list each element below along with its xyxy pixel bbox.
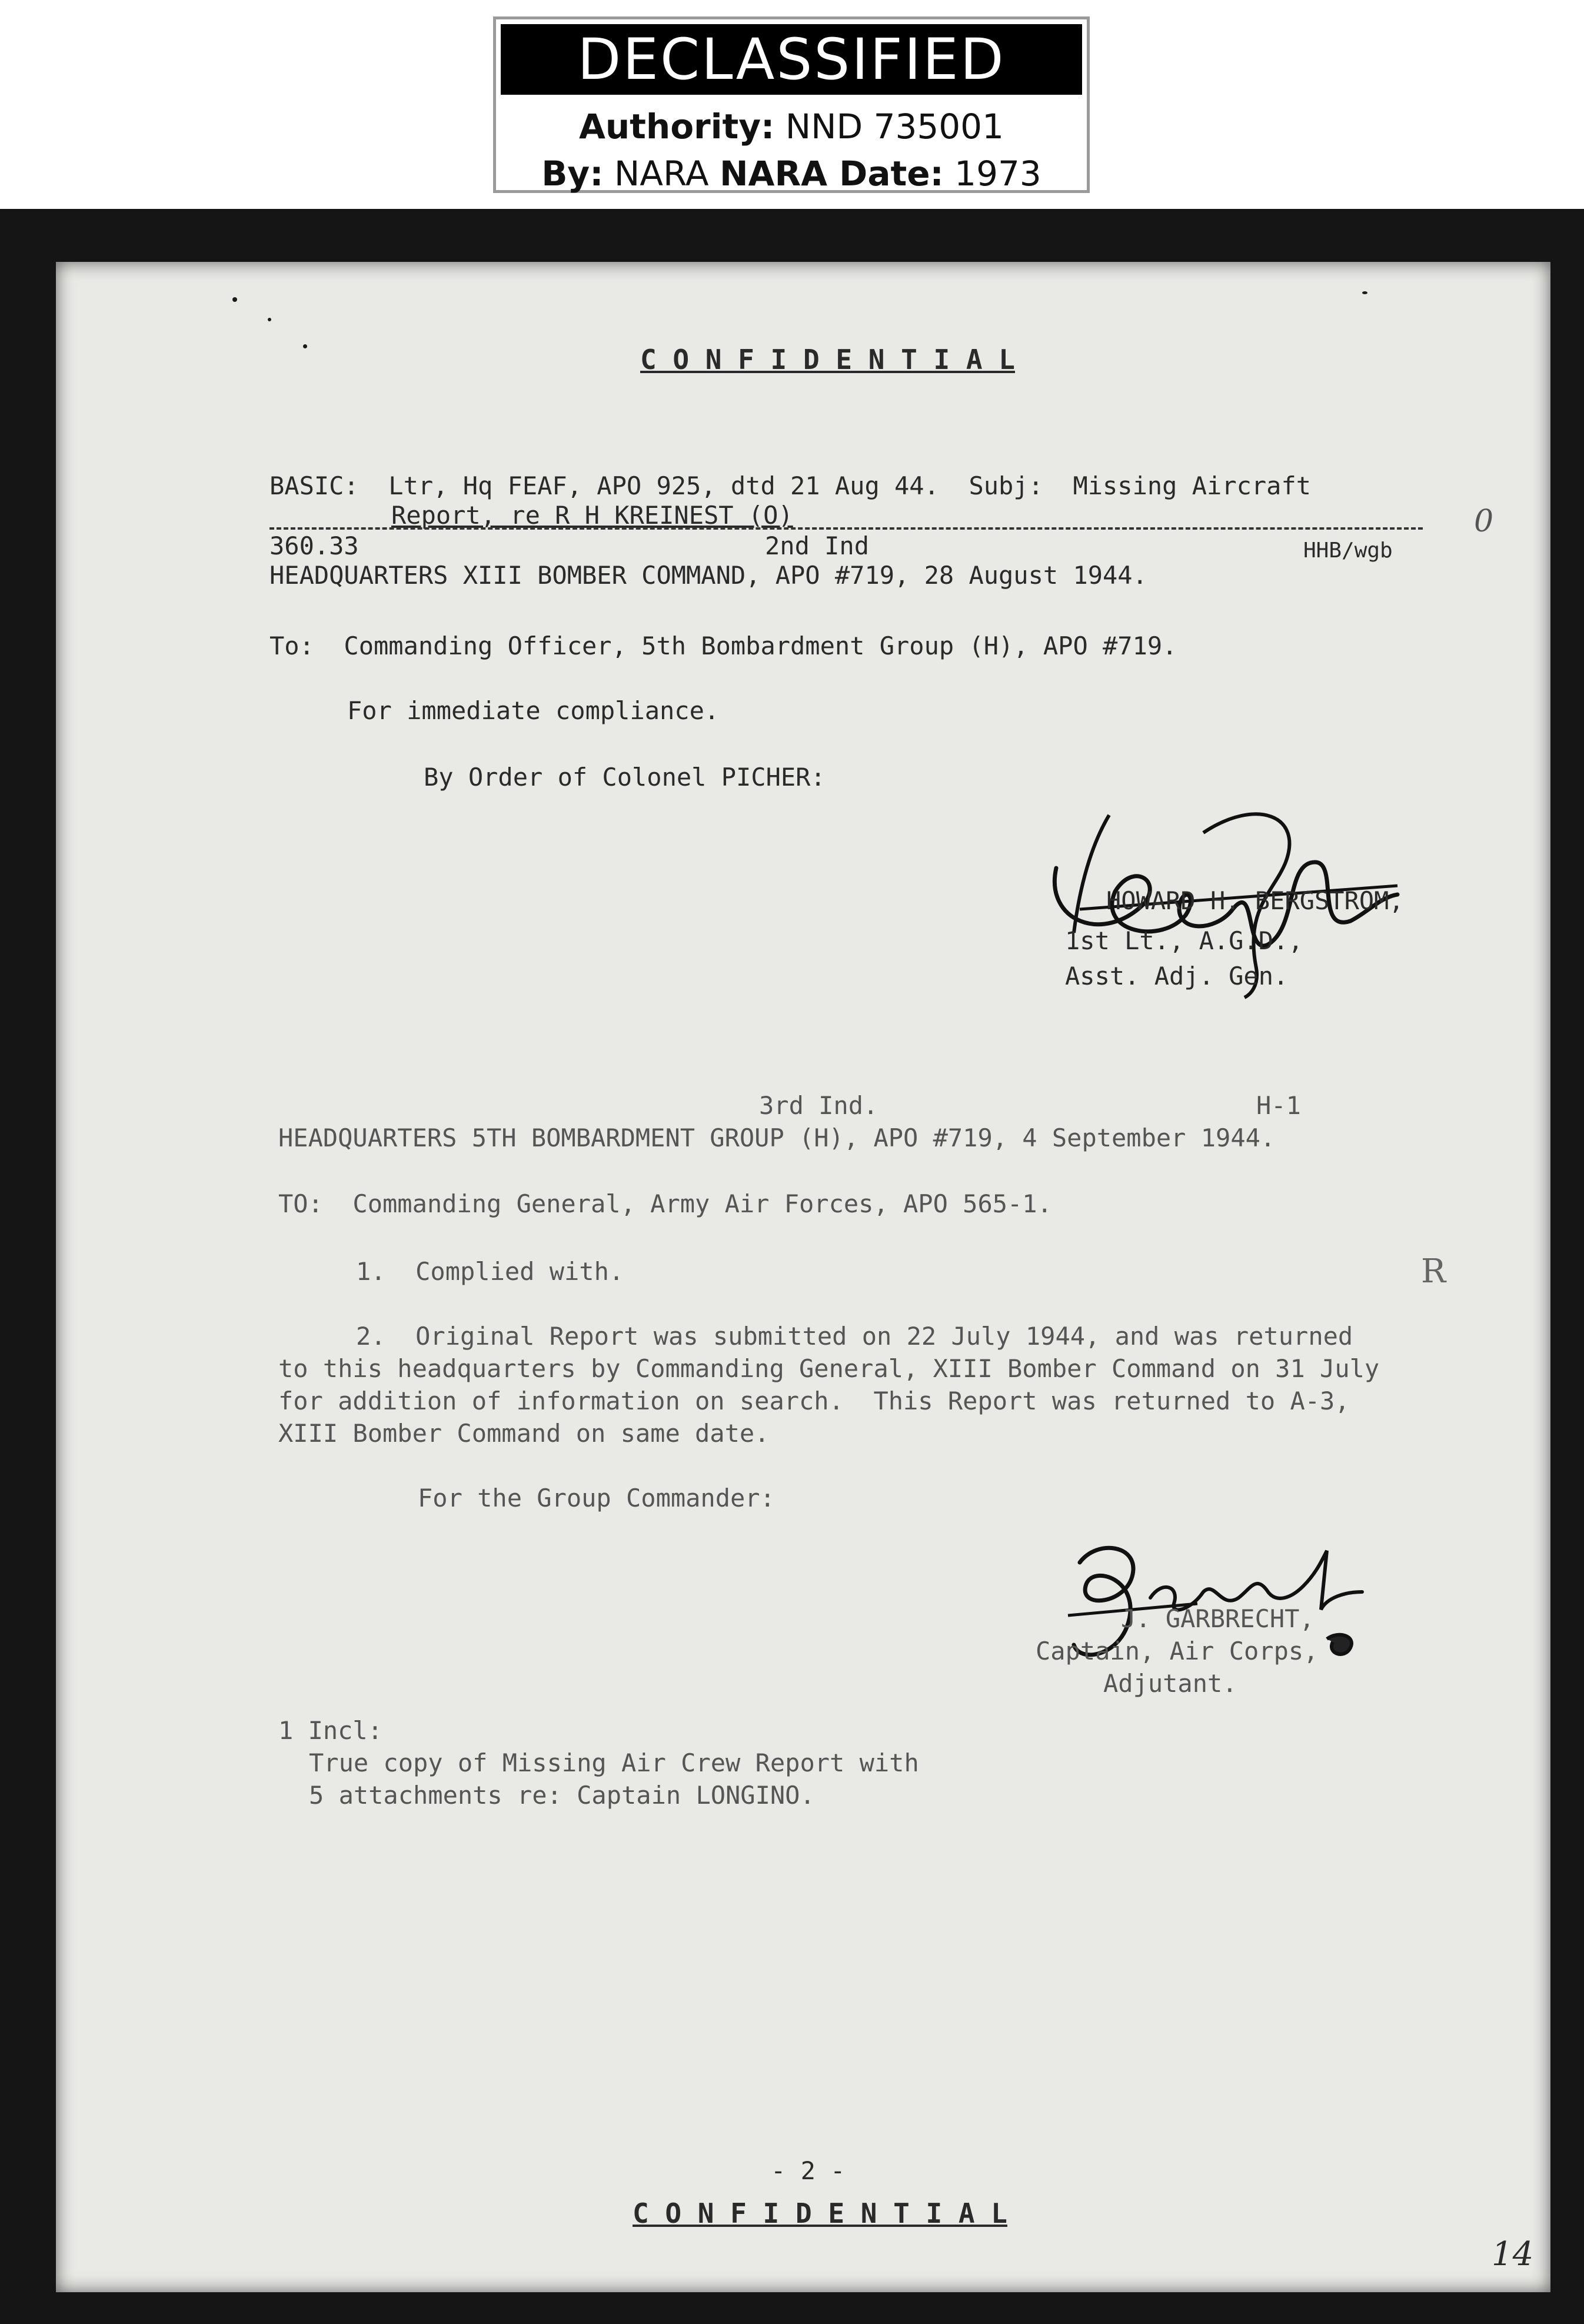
item-1: 1. Complied with. (356, 1257, 624, 1286)
compliance-line: For immediate compliance. (347, 696, 720, 725)
stamp-by-value: NARA (614, 154, 709, 194)
item-2-line-4: XIII Bomber Command on same date. (278, 1419, 770, 1448)
basic-line-2: Report, re R H KREINEST (O) (391, 501, 793, 530)
to-line-2: TO: Commanding General, Army Air Forces, APO 565-1. (278, 1189, 1052, 1218)
margin-mark-mid: R (1421, 1252, 1446, 1291)
stamp-by (496, 154, 1087, 194)
speck (232, 297, 237, 302)
stamp-authority-label: Authority: (579, 107, 775, 147)
to-line-1: To: Commanding Officer, 5th Bombardment Group (H), APO #719. (269, 631, 1177, 660)
by-order-line: By Order of Colonel PICHER: (424, 763, 826, 792)
h1-mark: H-1 (1256, 1091, 1301, 1120)
stamp-authority (496, 107, 1087, 147)
margin-mark-top: 0 (1474, 504, 1494, 539)
speck (1362, 291, 1367, 294)
hq-xiii-line: HEADQUARTERS XIII BOMBER COMMAND, APO #719, 28 August 1944. (269, 561, 1147, 590)
classification-bottom: C O N F I D E N T I A L (633, 2197, 1007, 2229)
signer-1-rank: 1st Lt., A.G.D., (1065, 926, 1303, 955)
signer-2-name: J. GARBRECHT, (1121, 1604, 1315, 1633)
item-2-line-1: 2. Original Report was submitted on 22 July 1944, and was returned (356, 1322, 1353, 1351)
initials: HHB/wgb (1303, 538, 1393, 563)
speck (268, 318, 271, 321)
declassified-stamp (493, 16, 1090, 193)
signer-2-title: Adjutant. (1103, 1669, 1237, 1698)
speck (303, 344, 307, 348)
classification-top: C O N F I D E N T I A L (640, 344, 1015, 375)
dashed-rule (269, 527, 1423, 530)
inclosure-line-2: 5 attachments re: Captain LONGINO. (309, 1781, 815, 1810)
corner-number: 14 (1492, 2235, 1534, 2273)
signer-1-name: HOWARD H. BERGSTROM, (1106, 886, 1404, 915)
second-indorsement: 2nd Ind (765, 531, 870, 560)
inclosure-line-1: True copy of Missing Air Crew Report with (309, 1748, 919, 1777)
for-group-commander: For the Group Commander: (418, 1484, 775, 1512)
basic-dashes (527, 504, 1539, 539)
signer-1-title: Asst. Adj. Gen. (1065, 962, 1289, 990)
document-page (56, 262, 1550, 2292)
stamp-date-value: 1973 (954, 154, 1041, 194)
stamp-authority-value: NND 735001 (785, 107, 1004, 147)
hq-5th-line: HEADQUARTERS 5TH BOMBARDMENT GROUP (H), APO #719, 4 September 1944. (278, 1123, 1276, 1152)
inclosure-label: 1 Incl: (278, 1716, 383, 1745)
stamp-title: DECLASSIFIED (501, 24, 1082, 95)
basic-line-1: BASIC: Ltr, Hq FEAF, APO 925, dtd 21 Aug 44. Subj: Missing Aircraft (269, 471, 1312, 500)
page-number: - 2 - (771, 2156, 846, 2185)
third-indorsement: 3rd Ind. (759, 1091, 878, 1120)
file-number: 360.33 (269, 531, 359, 560)
signer-2-rank: Captain, Air Corps, (1036, 1637, 1319, 1665)
item-2-line-3: for addition of information on search. This Report was returned to A-3, (278, 1387, 1350, 1415)
stamp-date-label: NARA Date: (720, 154, 944, 194)
stamp-by-label: By: (541, 154, 604, 194)
item-2-line-2: to this headquarters by Commanding General, XIII Bomber Command on 31 July (278, 1354, 1380, 1383)
